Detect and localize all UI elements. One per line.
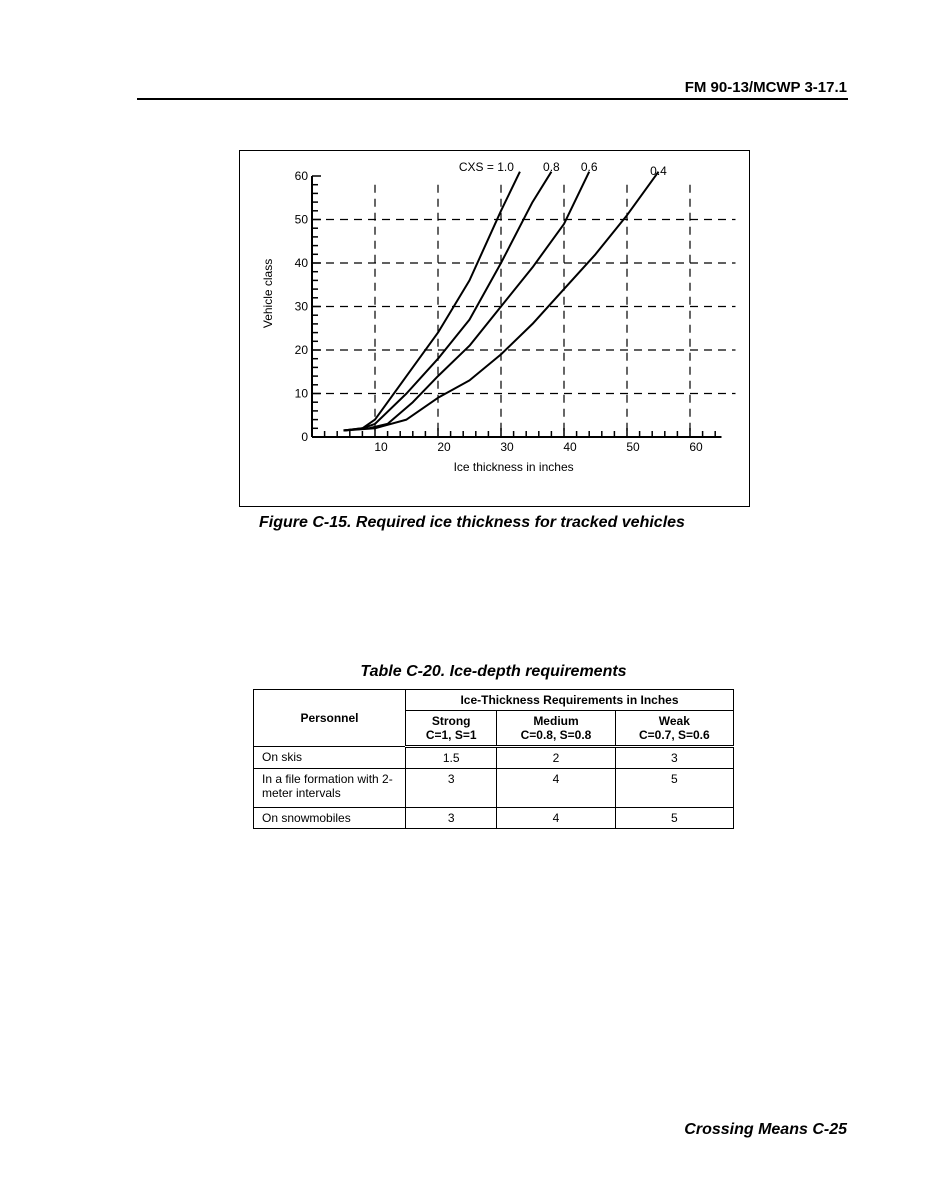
- col-header-medium: Medium C=0.8, S=0.8: [497, 711, 615, 747]
- series-line-0: [344, 172, 520, 431]
- x-tick-label: 30: [500, 440, 514, 454]
- table-cell: 5: [615, 808, 733, 829]
- personnel-header: Personnel: [254, 690, 406, 747]
- y-tick-label: 0: [301, 430, 308, 444]
- x-tick-label: 60: [689, 440, 703, 454]
- y-tick-label: 40: [294, 256, 308, 270]
- table-cell: 5: [615, 769, 733, 808]
- y-tick-label: 60: [294, 169, 308, 183]
- table-row: [254, 769, 734, 808]
- x-axis-label: Ice thickness in inches: [453, 460, 574, 474]
- table-row: [254, 808, 734, 829]
- x-tick-label: 10: [374, 440, 388, 454]
- header-rule: [137, 98, 848, 100]
- page-footer: Crossing Means C-25: [684, 1121, 847, 1138]
- y-tick-label: 10: [294, 386, 308, 401]
- row-label: On snowmobiles: [254, 808, 406, 829]
- x-tick-label: 50: [626, 440, 640, 454]
- page-header-title: FM 90-13/MCWP 3-17.1: [684, 79, 847, 96]
- figure-box: [239, 150, 750, 507]
- y-tick-label: 20: [294, 343, 308, 357]
- ice-thickness-group-header: Ice-Thickness Requirements in Inches: [406, 690, 734, 711]
- figure-caption: Figure C-15. Required ice thickness for tracked vehicles: [259, 514, 685, 531]
- table-cell: 3: [406, 808, 497, 829]
- table-cell: 4: [497, 769, 615, 808]
- table-caption: Table C-20. Ice-depth requirements: [360, 663, 627, 680]
- table-cell: 3: [615, 747, 733, 769]
- col-header-weak: Weak C=0.7, S=0.6: [615, 711, 733, 747]
- y-axis-label: Vehicle class: [261, 258, 275, 329]
- y-tick-label: 50: [294, 212, 308, 227]
- x-tick-label: 20: [437, 440, 451, 454]
- series-label: CXS = 1.0: [458, 160, 514, 174]
- x-tick-label: 40: [563, 440, 577, 454]
- series-label: 0.4: [650, 164, 667, 178]
- ice-depth-table: [253, 689, 734, 829]
- series-label: 0.6: [580, 160, 598, 174]
- table-cell: 4: [497, 808, 615, 829]
- col-header-strong: Strong C=1, S=1: [406, 711, 497, 747]
- table-cell: 1.5: [406, 747, 497, 769]
- row-label: In a file formation with 2-meter intervals: [254, 769, 406, 808]
- row-label: On skis: [254, 747, 406, 769]
- ice-thickness-chart: [240, 151, 751, 508]
- y-tick-label: 30: [294, 299, 308, 314]
- series-label: 0.8: [543, 160, 560, 174]
- table-cell: 3: [406, 769, 497, 808]
- table-row: [254, 747, 734, 769]
- table-cell: 2: [497, 747, 615, 769]
